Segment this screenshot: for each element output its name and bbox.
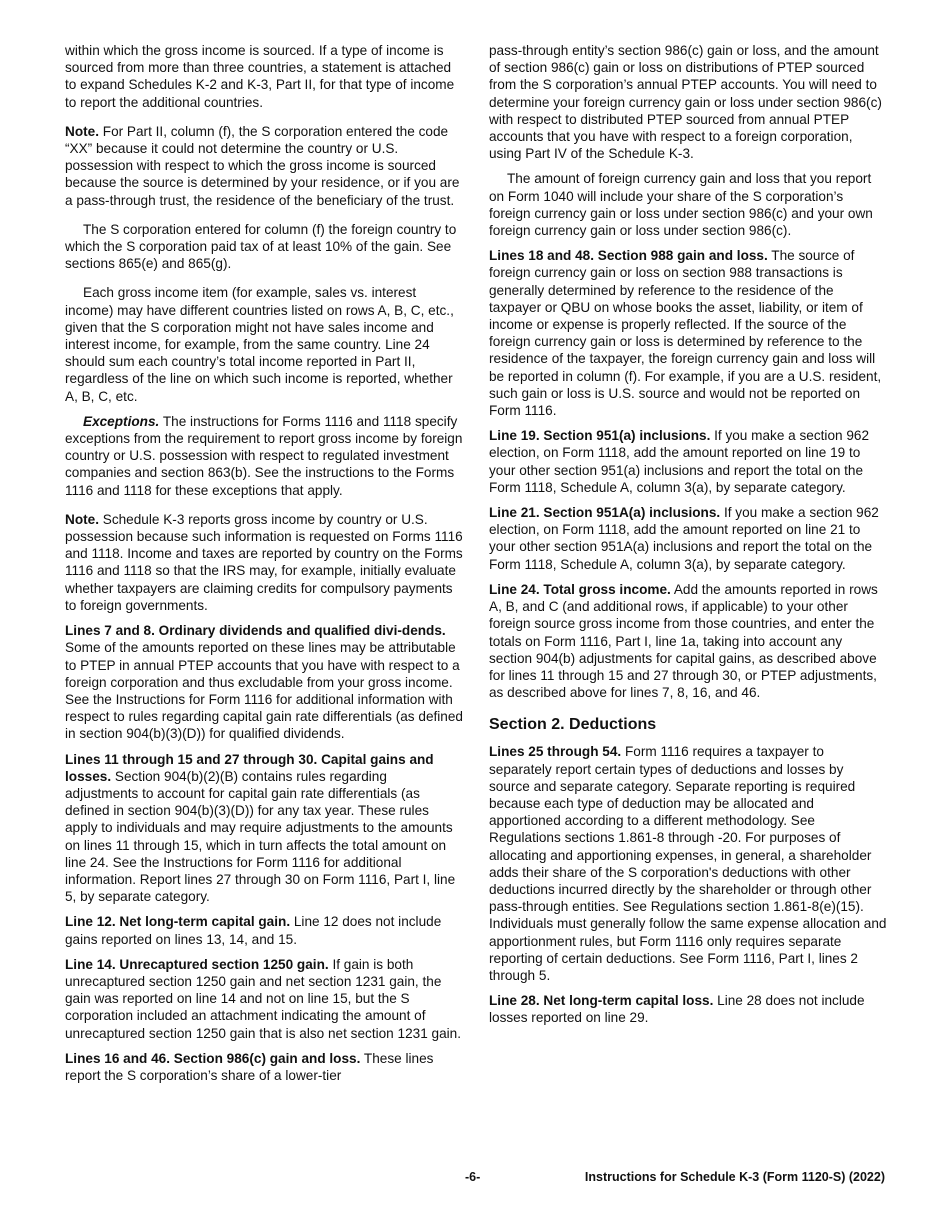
line-heading: Lines 18 and 48. Section 988 gain and loss. [489, 248, 768, 264]
line-heading: Lines 7 and 8. Ordinary dividends and qualified divi-dends. [65, 623, 446, 639]
line-24-paragraph [489, 581, 887, 701]
paragraph: Each gross income item (for example, sales vs. interest income) may have different countries listed on rows A, B, C, etc., given that the S corporation might not have sales income and interest income, for example, from the same country. Line 24 should sum each country’s total income reported in Part II, regardless of the line on which such income is reported, whether A, B, C, etc. [65, 285, 454, 404]
paragraph: The S corporation entered for column (f) the foreign country to which the S corporation paid tax of at least 10% of the gain. See sections 865(e) and 865(g). [65, 221, 457, 272]
lines-16-46-paragraph [65, 1050, 463, 1084]
note-paragraph [65, 511, 463, 614]
section-heading: Section 2. Deductions [489, 716, 657, 734]
paragraph: within which the gross income is sourced. If a type of income is sourced from more than three countries, a statement is attached to expand Schedules K-2 and K-3, Part II, for that type of income to report the additional countries. [65, 43, 455, 110]
exceptions-paragraph [65, 413, 463, 499]
line-text: Add the amounts reported in rows A, B, and C (and additional rows, if applicable) to your other foreign source gross income from those countries, and enter the totals on Form 1116, Part I, line 1a, taking into account any section 904(b) adjustments for capital gains, as described above for lines 11 through 15 and 27 through 30, or PTEP adjustments, as described above for lines 7, 8, 16, and 46. [489, 581, 878, 701]
line-heading: Lines 25 through 54. [489, 744, 622, 760]
line-19-paragraph [489, 427, 887, 496]
note-text: For Part II, column (f), the S corporation entered the code “XX” because it could not determine the country or U.S. possession with respect to which the gross income is sourced because the source is determined by your residence, or if you are a pass-through trust, the residence of the beneficiary of the trust. [65, 123, 460, 208]
line-text: If you make a section 962 election, on Form 1118, add the amount reported on line 21 to your other section 951A(a) inclusions and report the total on the Form 1118, Schedule A, column 3(a), by separate category. [489, 505, 879, 572]
line-12-paragraph [65, 913, 463, 947]
line-14-paragraph [65, 956, 463, 1042]
left-column [65, 42, 463, 1092]
line-heading: Line 14. Unrecaptured section 1250 gain. [65, 956, 329, 972]
right-column [489, 42, 887, 1035]
exceptions-label: Exceptions. [83, 413, 160, 429]
note-label: Note. [65, 511, 99, 527]
line-21-paragraph [489, 504, 887, 573]
document-title: Instructions for Schedule K-3 (Form 1120-S) (2022) [584, 1170, 885, 1184]
line-text: These lines report the S corporation’s share of a lower-tier [65, 1050, 434, 1083]
lines-18-48-paragraph [489, 247, 887, 419]
line-text: Form 1116 requires a taxpayer to separately report certain types of deductions and losses by source and separate category. Separate reporting is required because each type of deduction may be allocated and apportioned according to a different methodology. See Regulations sections 1.861-8 through -20. For purposes of allocating and apportioning expenses, in general, a shareholder adds their share of the S corporation's deductions with other deductions incurred directly by the shareholder or through other pass-through entities. See Regulations section 1.861-8(e)(15). Individuals must generally follow the same expense allocation and apportionment rules, but Form 1116 only requires separate reporting of certain deductions. See Form 1116, Part I, lines 2 through 5. [489, 744, 887, 983]
line-heading: Line 21. Section 951A(a) inclusions. [489, 505, 721, 521]
line-heading: Lines 11 through 15 and 27 through 30. Capital gains and losses. [65, 751, 434, 784]
line-heading: Line 12. Net long-term capital gain. [65, 914, 291, 930]
lines-11-15-paragraph [65, 751, 463, 906]
line-heading: Lines 16 and 46. Section 986(c) gain and loss. [65, 1050, 361, 1066]
line-heading: Line 19. Section 951(a) inclusions. [489, 428, 711, 444]
line-text: Line 28 does not include losses reported on line 29. [489, 993, 865, 1026]
line-text: The source of foreign currency gain or loss on section 988 transactions is generally determined by reference to the residence of the taxpayer or QBU on whose books the asset, liability, or item of income or expense is properly reflected. If the source of the foreign currency gain or loss is determined by reference to the residence of the taxpayer, the foreign currency gain and loss will be reported in column (f). For example, if you are a U.S. resident, such gain or loss is U.S. source and would not be reported on Form 1116. [489, 248, 882, 419]
page-number: -6- [465, 1170, 481, 1184]
lines-25-54-paragraph [489, 743, 887, 984]
paragraph: The amount of foreign currency gain and loss that you report on Form 1040 will include your share of the S corporation’s foreign currency gain or loss under section 986(c) and your own foreign currency gain or loss under section 986(c). [489, 171, 873, 239]
lines-7-8-paragraph [65, 622, 463, 742]
line-text: If gain is both unrecaptured section 1250 gain and net section 1231 gain, the gain was reported on line 14 and not on line 15, but the S corporation included an attachment indicating the amount of unrecaptured section 1250 gain that is also net section 1231 gain. [65, 956, 462, 1041]
exceptions-text: The instructions for Forms 1116 and 1118 specify exceptions from the requirement to report gross income by foreign country or U.S. possession with respect to regulated investment companies and section 863(b). See the instructions to the Forms 1116 and 1118 for these exceptions that apply. [65, 413, 463, 498]
line-text: Section 904(b)(2)(B) contains rules regarding adjustments to account for capital gain rate differentials (as defined in section 904(b)(3)(D)) for any tax year. These rules apply to individuals and may require adjustments to the amounts on lines 11 through 15, which in turn affects the total amount on line 24. See the Instructions for Form 1116 for additional information. Report lines 27 through 30 on Form 1116, Part I, line 5, by separate category. [65, 768, 456, 905]
line-text: Some of the amounts reported on these lines may be attributable to PTEP in annual PTEP accounts that you have with respect to a foreign corporation and thus excludable from your gross income. See the Instructions for Form 1116 for additional information with respect to rules regarding capital gain rate differentials (as defined in section 904(b)(3)(D)) for qualified dividends. [65, 640, 463, 742]
line-heading: Line 24. Total gross income. [489, 581, 671, 597]
line-28-paragraph [489, 992, 887, 1026]
line-text: If you make a section 962 election, on Form 1118, add the amount reported on line 19 to your other section 951(a) inclusions and report the total on the Form 1118, Schedule A, column 3(a), by separate category. [489, 428, 870, 495]
note-label: Note. [65, 123, 99, 139]
note-paragraph [65, 123, 463, 209]
paragraph: pass-through entity’s section 986(c) gain or loss, and the amount of section 986(c) gain or loss on distributions of PTEP sourced from the S corporation’s annual PTEP accounts. You will need to determine your foreign currency gain or loss under section 986(c) with respect to distributed PTEP sourced from annual PTEP accounts that you have with respect to a foreign corporation, using Part IV of the Schedule K-3. [489, 43, 882, 162]
line-heading: Line 28. Net long-term capital loss. [489, 993, 714, 1009]
line-text: Line 12 does not include gains reported on lines 13, 14, and 15. [65, 914, 442, 947]
note-text: Schedule K-3 reports gross income by country or U.S. possession because such information is requested on Forms 1116 and 1118. Income and taxes are reported by country on the Forms 1116 and 1118 so that the IRS may, for example, initially evaluate whether taxpayers are claiming credits for compulsory payments to foreign governments. [65, 511, 463, 613]
